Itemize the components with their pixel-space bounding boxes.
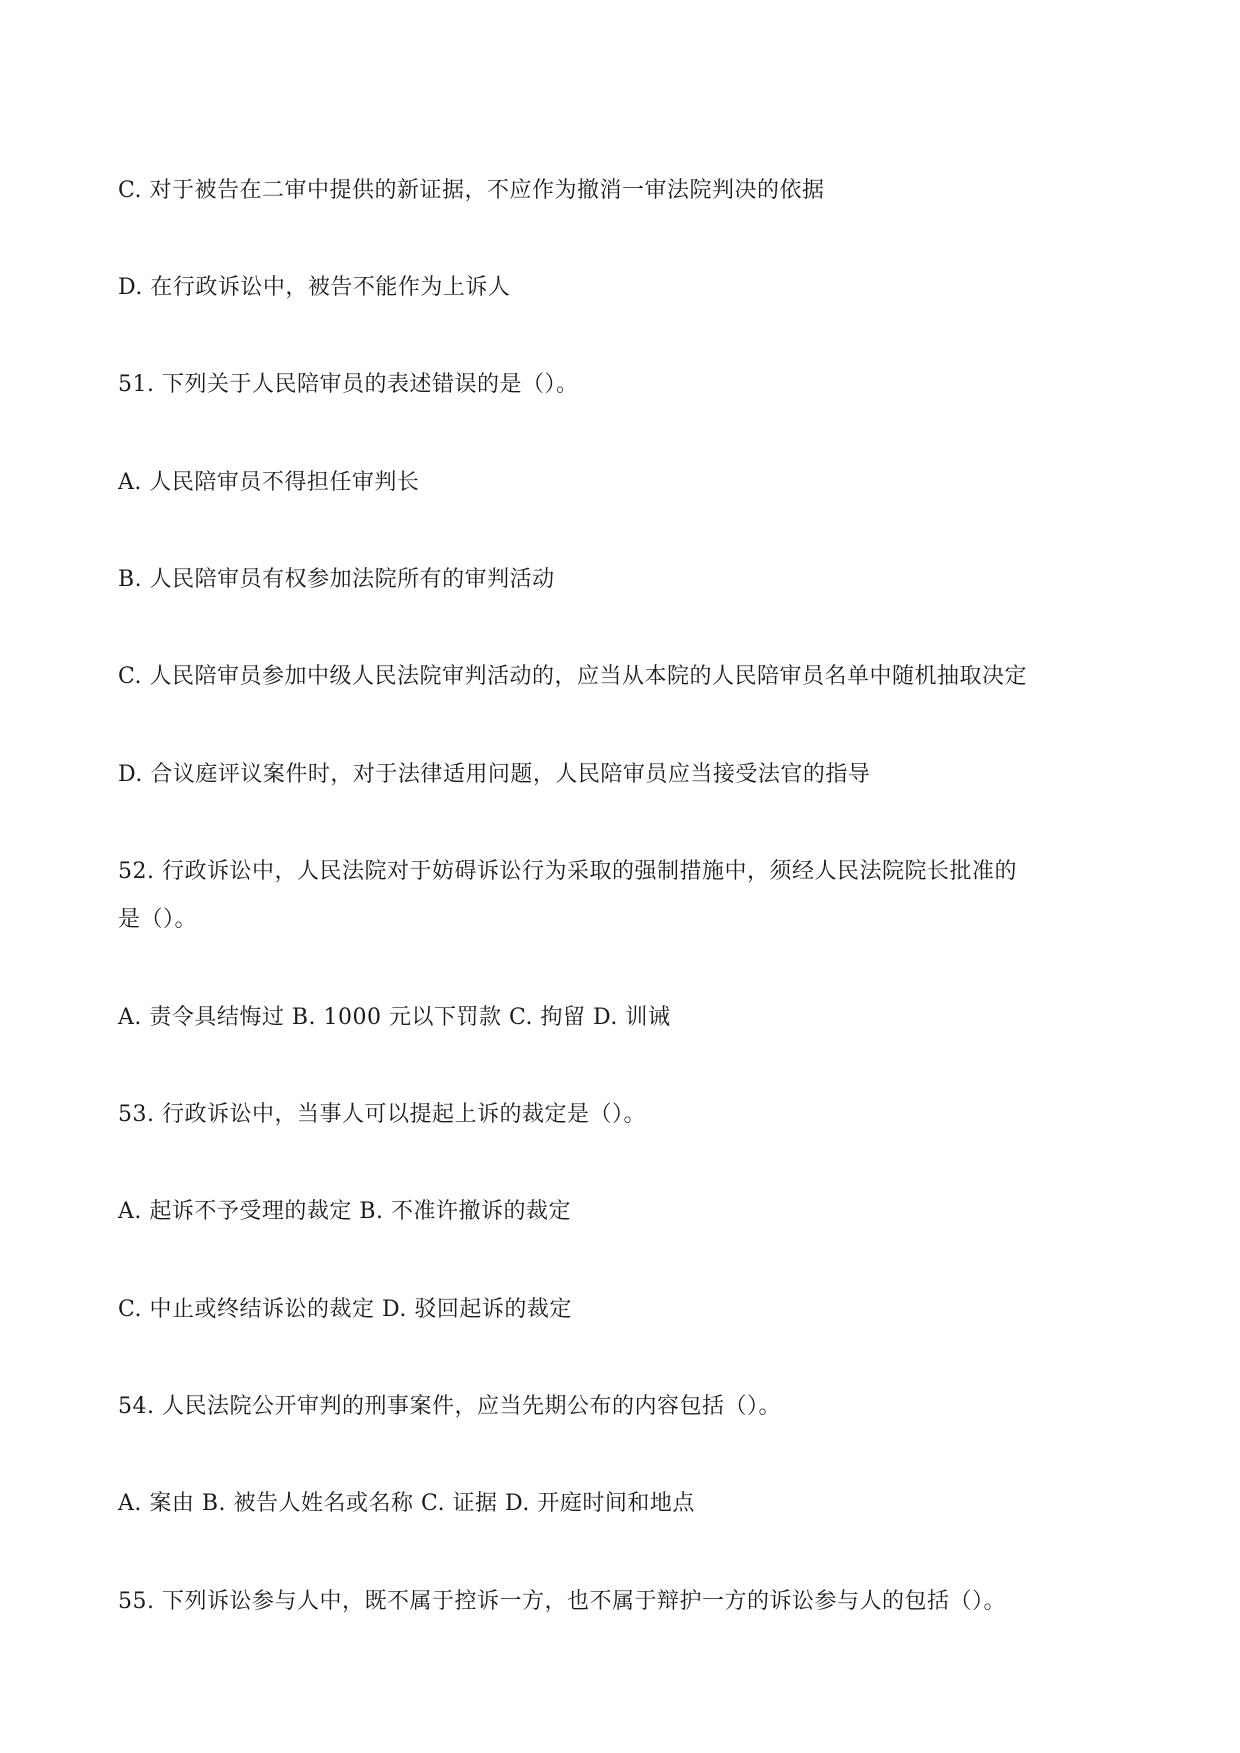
option-d-q51: D. 合议庭评议案件时，对于法律适用问题，人民陪审员应当接受法官的指导 [118, 762, 871, 787]
option-c-q51: C. 人民陪审员参加中级人民法院审判活动的，应当从本院的人民陪审员名单中随机抽取决定 [118, 664, 1028, 689]
question-53: 53. 行政诉讼中，当事人可以提起上诉的裁定是（）。 [118, 1102, 646, 1127]
option-d-q50: D. 在行政诉讼中，被告不能作为上诉人 [118, 275, 511, 300]
option-a-q51: A. 人民陪审员不得担任审判长 [118, 470, 420, 495]
options-ab-q53: A. 起诉不予受理的裁定 B. 不准许撤诉的裁定 [118, 1199, 572, 1224]
options-q54: A. 案由 B. 被告人姓名或名称 C. 证据 D. 开庭时间和地点 [118, 1491, 695, 1516]
question-54: 54. 人民法院公开审判的刑事案件，应当先期公布的内容包括（）。 [118, 1394, 781, 1419]
option-c-q50: C. 对于被告在二审中提供的新证据，不应作为撤消一审法院判决的依据 [118, 178, 825, 203]
question-52-line-2: 是（）。 [118, 907, 198, 932]
option-b-q51: B. 人民陪审员有权参加法院所有的审判活动 [118, 567, 555, 592]
question-52-line-1: 52. 行政诉讼中，人民法院对于妨碍诉讼行为采取的强制措施中，须经人民法院院长批准的 [118, 859, 1017, 884]
options-cd-q53: C. 中止或终结诉讼的裁定 D. 驳回起诉的裁定 [118, 1297, 572, 1322]
question-51: 51. 下列关于人民陪审员的表述错误的是（）。 [118, 372, 579, 397]
options-q52: A. 责令具结悔过 B. 1000 元以下罚款 C. 拘留 D. 训诫 [118, 1005, 671, 1030]
question-55: 55. 下列诉讼参与人中，既不属于控诉一方，也不属于辩护一方的诉讼参与人的包括（）。 [118, 1589, 1006, 1614]
